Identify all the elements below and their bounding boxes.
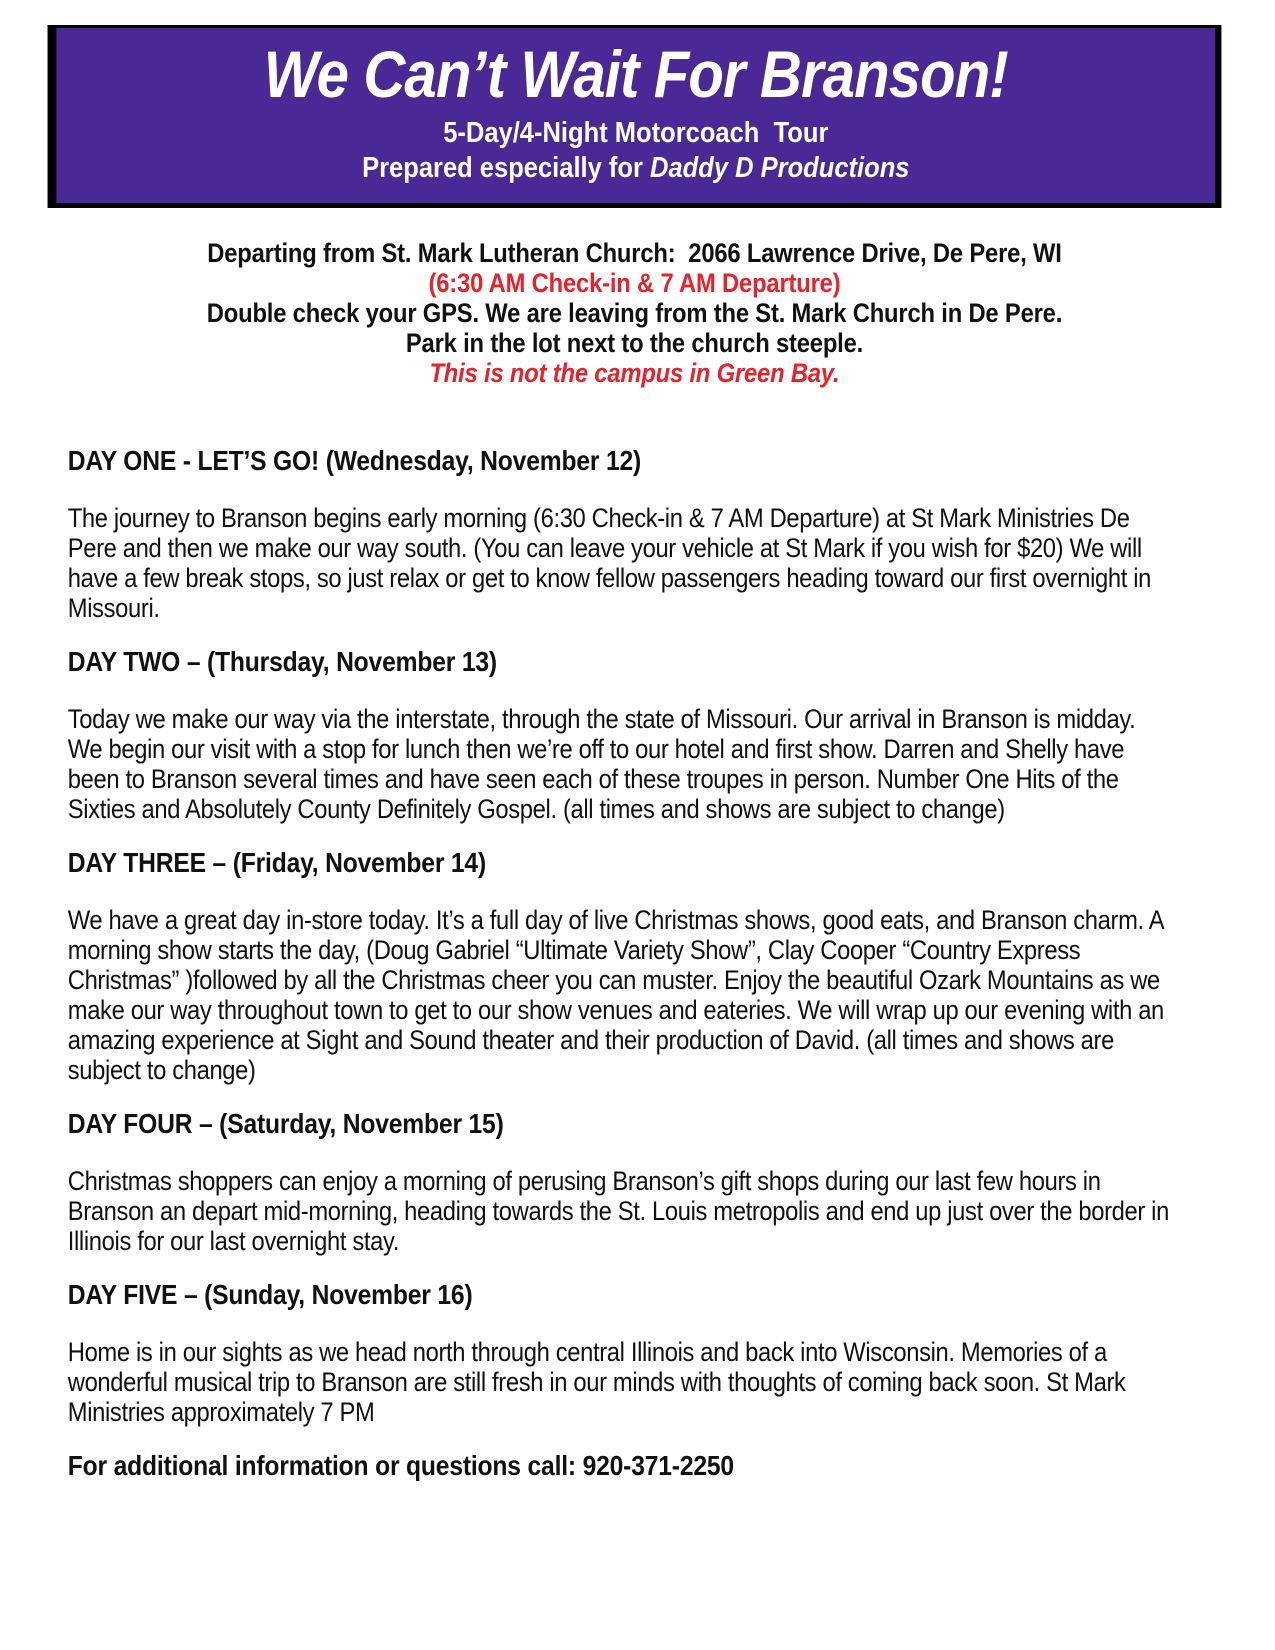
- page-content: [0, 25, 1275, 1481]
- day-four-heading: DAY FOUR – (Saturday, November 15): [67, 1108, 504, 1139]
- day-one-heading: DAY ONE - LET’S GO! (Wednesday, November 12): [67, 445, 642, 476]
- day-five-heading: DAY FIVE – (Sunday, November 16): [67, 1279, 473, 1310]
- banner-subtitle: 5-Day/4-Night Motorcoach Tour: [443, 117, 829, 149]
- day-four-body: Christmas shoppers can enjoy a morning of perusing Branson’s gift shops during our last few hours in Branson an depart mid-morning, heading towards the St. Louis metropolis and end up just over the border in Illinois for our last overnight stay.: [67, 1166, 1169, 1256]
- banner-prepared-line: [63, 152, 1208, 185]
- day-two-heading: DAY TWO – (Thursday, November 13): [67, 646, 497, 677]
- day-five-section: [68, 1280, 1170, 1427]
- itinerary: [68, 446, 1170, 1481]
- departure-gps-line: Double check your GPS. We are leaving from the St. Mark Church in De Pere.: [206, 298, 1063, 328]
- departure-block: [48, 238, 1222, 388]
- day-three-section: [68, 848, 1170, 1085]
- banner: [56, 28, 1215, 203]
- day-two-section: [68, 647, 1170, 824]
- day-two-body: Today we make our way via the interstate, through the state of Missouri. Our arrival in Branson is midday. We begin our visit with a stop for lunch then we’re off to our hotel and first show. Darren and Shelly have been to Branson several times and have seen each of these troupes in person. Number One Hits of the Sixties and Absolutely County Definitely Gospel. (all times and shows are subject to change): [67, 704, 1136, 824]
- day-three-heading: DAY THREE – (Friday, November 14): [67, 847, 486, 878]
- banner-frame: [48, 25, 1222, 208]
- day-one-body: The journey to Branson begins early morning (6:30 Check-in & 7 AM Departure) at St Mark Ministries De Pere and then we make our way south. (You can leave your vehicle at St Mark if you wish for $20) We will have a few break stops, so just relax or get to know fellow passengers heading toward our first overnight in Missouri.: [67, 503, 1152, 623]
- day-five-body: Home is in our sights as we head north through central Illinois and back into Wisconsin. Memories of a wonderful musical trip to Branson are still fresh in our minds with thoughts of coming back soon. St Mark Ministries approximately 7 PM: [67, 1337, 1126, 1427]
- client-name: Daddy D Productions: [650, 152, 910, 184]
- day-one-section: [68, 446, 1170, 623]
- departure-location-line: Departing from St. Mark Lutheran Church: 2066 Lawrence Drive, De Pere, WI: [207, 238, 1062, 268]
- day-three-body: We have a great day in-store today. It’s a full day of live Christmas shows, good eats, and Branson charm. A morning show starts the day, (Doug Gabriel “Ultimate Variety Show”, Clay Cooper “Country Express Christmas” )followed by all the Christmas cheer you can muster. Enjoy the beautiful Ozark Mountains as we make our way throughout town to get to our show venues and eateries. We will wrap up our evening with an amazing experience at Sight and Sound theater and their production of David. (all times and shows are subject to change): [67, 905, 1164, 1085]
- departure-parking-line: Park in the lot next to the church steeple.: [405, 328, 864, 358]
- day-four-section: [68, 1109, 1170, 1256]
- departure-warning-line: This is not the campus in Green Bay.: [429, 358, 840, 388]
- page-title: We Can’t Wait For Branson!: [263, 37, 1008, 111]
- contact-info-line: For additional information or questions call: 920-371-2250: [67, 1450, 734, 1481]
- prepared-prefix: Prepared especially for: [362, 152, 651, 184]
- departure-time-line: (6:30 AM Check-in & 7 AM Departure): [428, 268, 841, 298]
